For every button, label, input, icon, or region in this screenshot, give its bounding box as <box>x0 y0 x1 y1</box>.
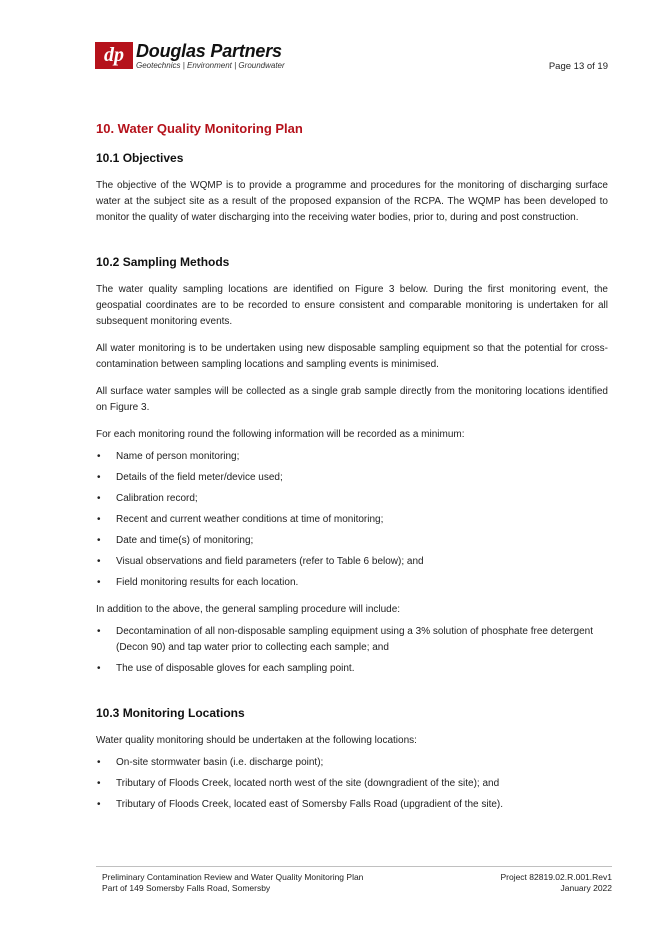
list-item: • Name of person monitoring; <box>96 449 608 465</box>
logo-mark-icon <box>95 42 133 69</box>
footer-left <box>102 872 363 894</box>
footer-project-number: Project 82819.02.R.001.Rev1 <box>500 872 612 882</box>
locations-list <box>96 755 608 813</box>
locations-heading: 10.3 Monitoring Locations <box>96 706 245 720</box>
sampling-paragraph-3: All surface water samples will be collected as a single grab sample directly from the monitoring locations identified on Figure 3. <box>96 386 608 413</box>
list-item: • Visual observations and field parameters (refer to Table 6 below); and <box>96 554 608 570</box>
procedure-intro: In addition to the above, the general sampling procedure will include: <box>96 604 401 615</box>
logo-mark-text: dp <box>104 44 124 66</box>
objectives-paragraph: The objective of the WQMP is to provide a programme and procedures for the monitoring of discharging surface water at the subject site as a result of the proposed expansion of the RCPA. The WQMP has been developed to monitor the quality of water discharging into the receiving water bodies, prior to, during and post construction. <box>96 180 608 223</box>
list-item: • Calibration record; <box>96 491 608 507</box>
procedure-list <box>96 624 608 677</box>
info-list <box>96 449 608 591</box>
logo-text-block <box>136 42 285 71</box>
section-title: 10. Water Quality Monitoring Plan <box>96 121 303 136</box>
footer-right <box>500 872 612 894</box>
objectives-heading: 10.1 Objectives <box>96 151 184 165</box>
sampling-paragraph-4: For each monitoring round the following information will be recorded as a minimum: <box>96 429 465 440</box>
logo-tagline: Geotechnics | Environment | Groundwater <box>136 61 285 70</box>
list-item: • On-site stormwater basin (i.e. discharge point); <box>96 755 608 771</box>
sampling-paragraph-1: The water quality sampling locations are identified on Figure 3 below. During the first monitoring event, the geospatial coordinates are to be recorded to ensure consistent and comparable monitoring is undertaken for all subsequent monitoring events. <box>96 284 608 327</box>
footer-divider <box>96 866 612 867</box>
locations-intro: Water quality monitoring should be undertaken at the following locations: <box>96 735 417 746</box>
sampling-paragraph-2: All water monitoring is to be undertaken using new disposable sampling equipment so that the potential for cross-contamination between sampling locations and sampling events is minimised. <box>96 343 608 370</box>
footer-report-title: Preliminary Contamination Review and Water Quality Monitoring Plan <box>102 872 364 882</box>
list-item: • Tributary of Floods Creek, located north west of the site (downgradient of the site); and <box>96 776 608 792</box>
list-item: • Date and time(s) of monitoring; <box>96 533 608 549</box>
company-logo <box>95 42 285 72</box>
list-item: • Details of the field meter/device used; <box>96 470 608 486</box>
list-item: • Field monitoring results for each location. <box>96 575 608 591</box>
main-content <box>96 120 608 813</box>
list-item: • Tributary of Floods Creek, located east of Somersby Falls Road (upgradient of the site). <box>96 797 608 813</box>
list-item: • The use of disposable gloves for each sampling point. <box>96 661 608 677</box>
sampling-heading: 10.2 Sampling Methods <box>96 255 230 269</box>
logo-company-name: Douglas Partners <box>136 41 282 61</box>
footer-site-address: Part of 149 Somersby Falls Road, Somersby <box>102 883 271 893</box>
list-item: • Decontamination of all non-disposable sampling equipment using a 3% solution of phosphate free detergent (Decon 90) and tap water prior to collecting each sample; and <box>96 624 608 656</box>
list-item: • Recent and current weather conditions at time of monitoring; <box>96 512 608 528</box>
page-number: Page 13 of 19 <box>548 61 608 72</box>
footer-date: January 2022 <box>560 883 612 893</box>
